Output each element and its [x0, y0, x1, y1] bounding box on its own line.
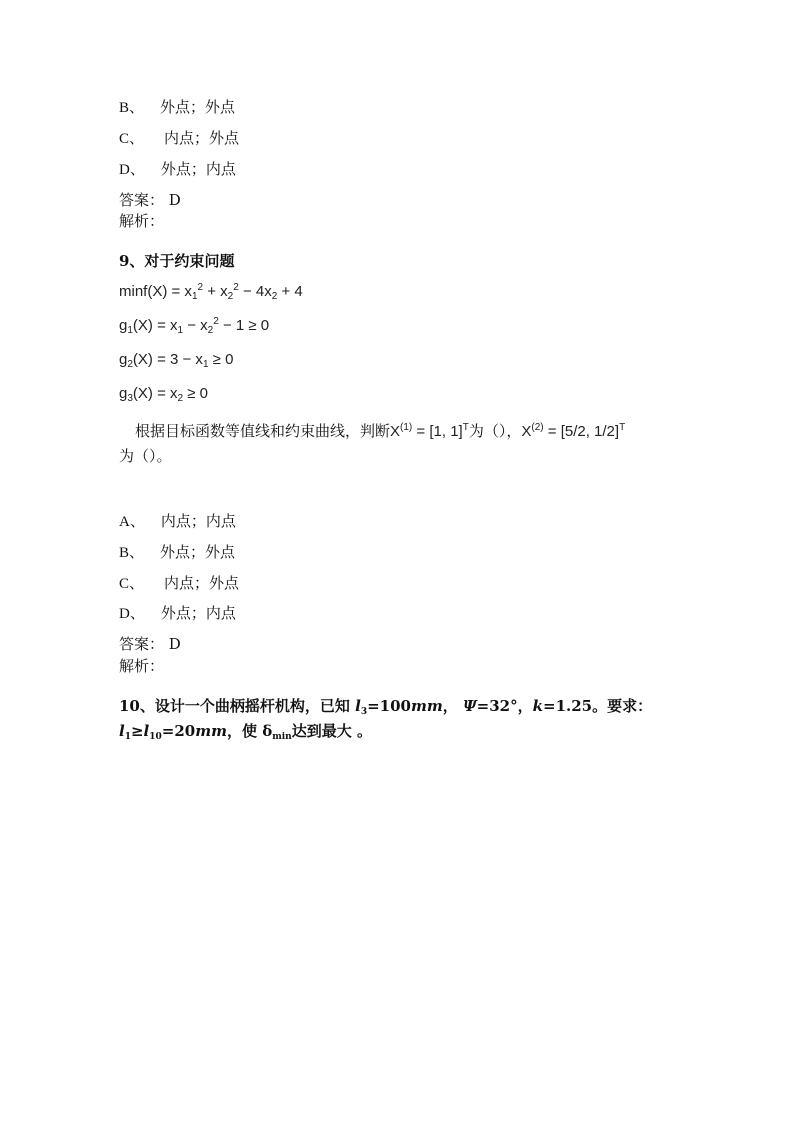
q10-text: =32°，	[476, 697, 533, 715]
formula-sup: 2	[233, 282, 239, 293]
formula-part: − 1 ≥ 0	[218, 317, 270, 334]
formula-sub: 1	[127, 325, 133, 336]
formula-sup: (2)	[531, 422, 544, 433]
q10-line-2	[119, 720, 372, 742]
q9-constraint-g2	[119, 351, 233, 370]
q10-text: =20	[161, 722, 196, 740]
q9-option-d	[119, 602, 236, 623]
formula-sup: T	[462, 422, 469, 433]
formula-part: g	[119, 385, 128, 402]
formula-sub: 2	[271, 291, 278, 302]
symbol-l: l	[143, 722, 150, 740]
formula-part: = [1, 1]	[412, 423, 463, 440]
formula-sub: 2	[227, 291, 234, 302]
formula-sub: 1	[202, 359, 209, 370]
symbol-psi: Ψ	[462, 697, 477, 715]
option-letter: A、	[119, 514, 145, 530]
formula-part: minf(X) = x	[119, 283, 192, 300]
option-c-top	[119, 127, 239, 148]
q10-text: 达到最大 。	[291, 722, 372, 740]
unit-mm: mm	[410, 697, 443, 715]
option-text: 内点；外点	[164, 129, 240, 147]
symbol-l: l	[119, 722, 125, 740]
option-text: 外点；内点	[160, 160, 236, 178]
formula-sub: 2	[207, 325, 214, 336]
formula-sub: 1	[177, 325, 184, 336]
q10-text: 10、设计一个曲柄摇杆机构，已知	[119, 697, 356, 715]
option-letter: B、	[119, 100, 145, 116]
option-text: 外点；外点	[160, 543, 236, 561]
symbol-sub: 10	[149, 732, 162, 742]
formula-part: (X) = x	[132, 317, 178, 334]
formula-part: X	[521, 423, 532, 440]
option-text: 外点；内点	[160, 604, 236, 622]
option-letter: B、	[119, 545, 145, 561]
q9-option-b	[119, 541, 235, 562]
symbol-k: k	[532, 697, 544, 715]
formula-part: − x	[183, 317, 208, 334]
option-text: 内点；内点	[160, 512, 236, 530]
formula-part: ≥ 0	[208, 351, 234, 368]
option-letter: D、	[119, 162, 145, 178]
symbol-sub: 3	[360, 707, 368, 717]
q10-text: =100	[367, 697, 411, 715]
symbol-sub: 1	[124, 732, 131, 742]
formula-part: X	[390, 423, 401, 440]
option-d-top	[119, 158, 236, 179]
formula-sup: 2	[197, 282, 204, 293]
formula-sup: (1)	[400, 422, 413, 433]
formula-part: g	[119, 317, 128, 334]
q9-title: 9、对于约束问题	[119, 252, 235, 270]
formula-part: + x	[203, 283, 228, 300]
formula-part: g	[119, 351, 128, 368]
q9-analysis: 解析：	[119, 657, 165, 675]
symbol-l: l	[355, 697, 361, 715]
q9-stem-end: 为（）。	[119, 447, 172, 465]
analysis-top: 解析：	[119, 212, 165, 230]
formula-sub: 2	[127, 359, 133, 370]
q10-text: ，使 δ	[226, 722, 273, 740]
option-text: 外点；外点	[160, 98, 236, 116]
formula-part: = [5/2, 1/2]	[543, 423, 620, 440]
formula-sub: 2	[177, 393, 184, 404]
q9-option-a	[119, 510, 236, 531]
formula-part: ≥ 0	[183, 385, 208, 402]
point-x2	[521, 423, 625, 440]
point-x1	[390, 423, 469, 440]
formula-part: − 4x	[238, 283, 272, 300]
option-text: 内点；外点	[164, 574, 240, 592]
q10-text: =1.25。要求：	[543, 697, 653, 715]
formula-sub: 1	[191, 291, 198, 302]
q9-stem	[135, 420, 625, 441]
symbol-ge: ≥	[130, 722, 144, 740]
q9-answer: 答案： D	[119, 635, 181, 653]
answer-top: 答案： D	[119, 191, 181, 209]
stem-text: 为（），	[468, 422, 522, 440]
q10-line-1	[119, 695, 652, 717]
symbol-sub: min	[272, 732, 292, 742]
formula-part: (X) = x	[132, 385, 178, 402]
option-letter: C、	[119, 131, 145, 147]
formula-part: + 4	[277, 283, 303, 300]
unit-mm: mm	[195, 722, 227, 740]
formula-part: (X) = 3 − x	[132, 351, 203, 368]
option-b-top	[119, 96, 235, 117]
q9-option-c	[119, 572, 239, 593]
formula-sup: T	[619, 422, 626, 433]
formula-sub: 3	[127, 393, 133, 404]
option-letter: D、	[119, 606, 145, 622]
q10-text: ，	[442, 697, 463, 715]
q9-objective-formula	[119, 282, 303, 302]
q9-constraint-g3	[119, 385, 208, 404]
q9-constraint-g1	[119, 316, 269, 336]
formula-sup: 2	[213, 316, 219, 327]
option-letter: C、	[119, 576, 145, 592]
stem-text: 根据目标函数等值线和约束曲线，判断	[135, 422, 391, 440]
